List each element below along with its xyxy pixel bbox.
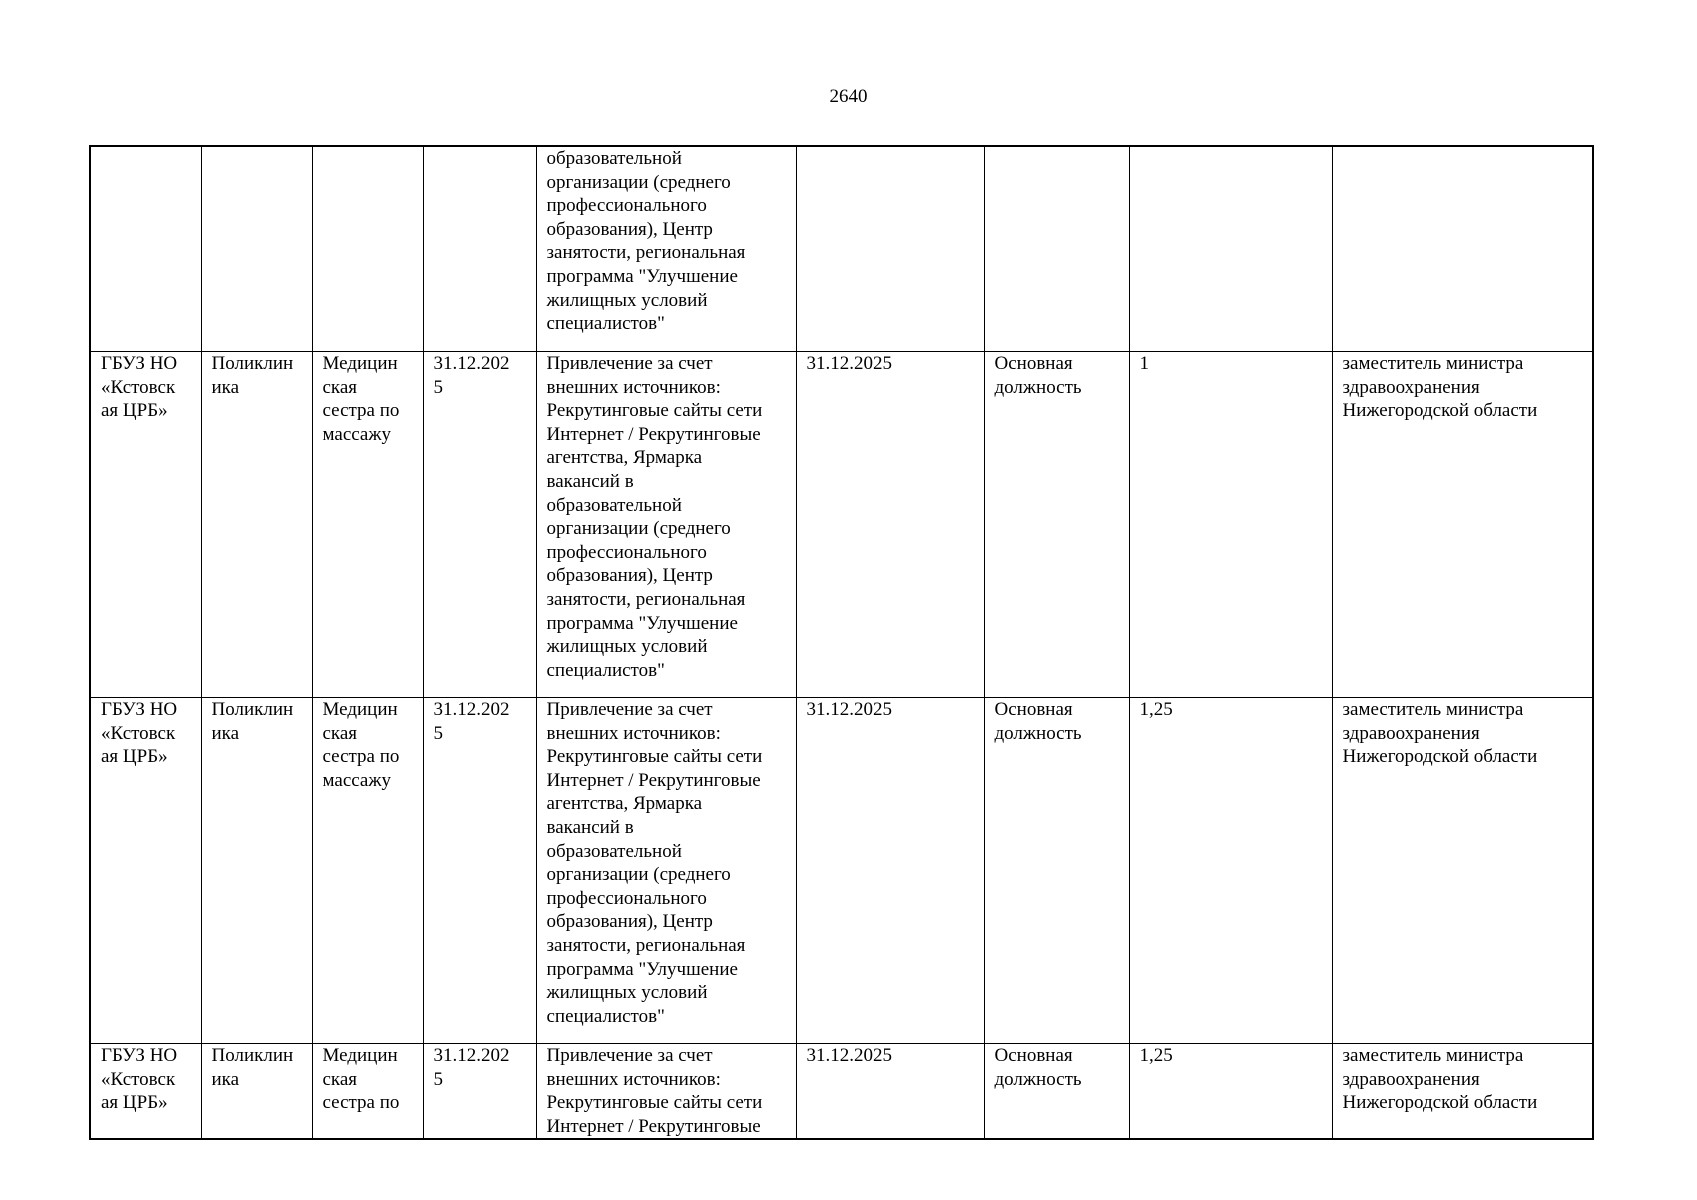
cell-position-type: Основная должность [984, 1044, 1129, 1140]
cell-measures: образовательной организации (среднего профессионального образования), Центр занятости, региональная программа "Улучшение жилищных условий специалистов" [536, 146, 796, 352]
data-table [89, 145, 1594, 1140]
cell-rate: 1,25 [1129, 698, 1332, 1044]
cell-measures: Привлечение за счет внешних источников: Рекрутинговые сайты сети Интернет / Рекрутинговые агентства, Ярмарка вакансий в образовательной организации (среднего профессионального образования), Центр занятости, региональная программа "Улучшение жилищных условий специалистов" [536, 698, 796, 1044]
cell-organization [90, 146, 201, 352]
cell-deadline: 31.12.2025 [796, 698, 984, 1044]
table-row [90, 1044, 1593, 1140]
cell-measures: Привлечение за счет внешних источников: Рекрутинговые сайты сети Интернет / Рекрутинговые [536, 1044, 796, 1140]
cell-responsible: заместитель министра здравоохранения Нижегородской области [1332, 1044, 1593, 1140]
cell-deadline: 31.12.2025 [796, 1044, 984, 1140]
cell-rate [1129, 146, 1332, 352]
cell-responsible: заместитель министра здравоохранения Нижегородской области [1332, 352, 1593, 698]
cell-responsible: заместитель министра здравоохранения Нижегородской области [1332, 698, 1593, 1044]
table-row [90, 698, 1593, 1044]
cell-vacancy-date: 31.12.202 5 [423, 352, 536, 698]
cell-vacancy-date [423, 146, 536, 352]
cell-vacancy-date: 31.12.202 5 [423, 1044, 536, 1140]
cell-organization: ГБУЗ НО «Кстовск ая ЦРБ» [90, 698, 201, 1044]
cell-department [201, 146, 312, 352]
cell-rate: 1 [1129, 352, 1332, 698]
cell-department: Поликлин ика [201, 1044, 312, 1140]
cell-department: Поликлин ика [201, 352, 312, 698]
cell-position: Медицин ская сестра по массажу [312, 352, 423, 698]
cell-vacancy-date: 31.12.202 5 [423, 698, 536, 1044]
cell-position-type: Основная должность [984, 352, 1129, 698]
cell-deadline [796, 146, 984, 352]
page-number: 2640 [829, 86, 868, 107]
cell-deadline: 31.12.2025 [796, 352, 984, 698]
table-row [90, 352, 1593, 698]
cell-organization: ГБУЗ НО «Кстовск ая ЦРБ» [90, 1044, 201, 1140]
cell-position: Медицин ская сестра по [312, 1044, 423, 1140]
cell-position-type [984, 146, 1129, 352]
cell-department: Поликлин ика [201, 698, 312, 1044]
cell-rate: 1,25 [1129, 1044, 1332, 1140]
cell-position-type: Основная должность [984, 698, 1129, 1044]
cell-position [312, 146, 423, 352]
cell-measures: Привлечение за счет внешних источников: Рекрутинговые сайты сети Интернет / Рекрутинговые агентства, Ярмарка вакансий в образовательной организации (среднего профессионального образования), Центр занятости, региональная программа "Улучшение жилищных условий специалистов" [536, 352, 796, 698]
cell-position: Медицин ская сестра по массажу [312, 698, 423, 1044]
cell-organization: ГБУЗ НО «Кстовск ая ЦРБ» [90, 352, 201, 698]
cell-responsible [1332, 146, 1593, 352]
table-row [90, 146, 1593, 352]
